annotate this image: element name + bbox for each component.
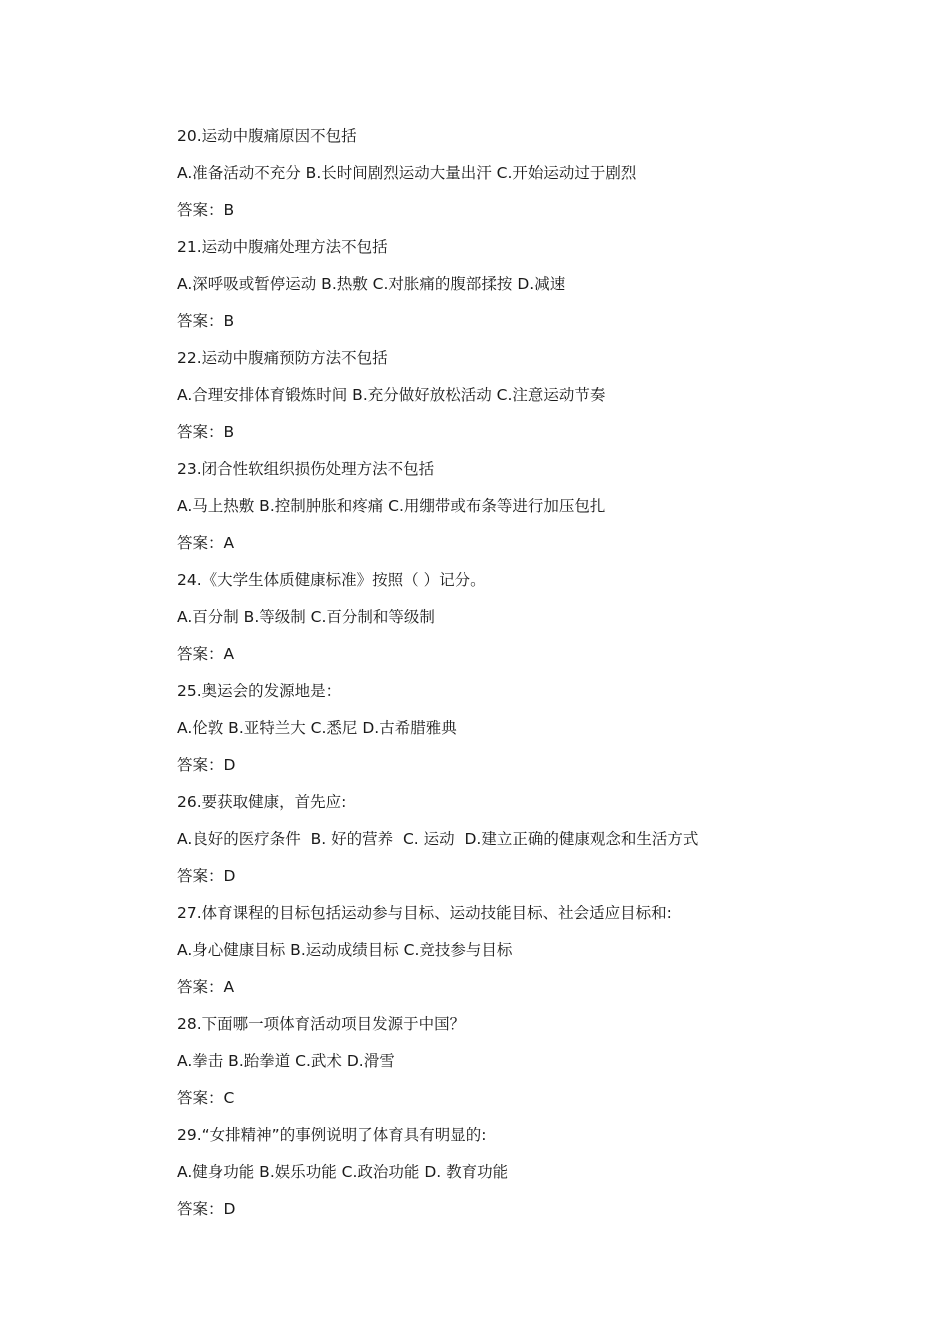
question-text: 23.闭合性软组织损伤处理方法不包括 [177, 460, 435, 478]
question-answer: 答案：D [177, 1200, 236, 1218]
question-answer: 答案：B [177, 423, 235, 441]
question-text: 29.“女排精神”的事例说明了体育具有明显的: [177, 1126, 487, 1144]
question-text: 24.《大学生体质健康标准》按照（ ）记分。 [177, 571, 486, 589]
question-answer: 答案：A [177, 534, 235, 552]
question-options: A.准备活动不充分 B.长时间剧烈运动大量出汗 C.开始运动过于剧烈 [177, 164, 637, 182]
question-block [177, 231, 877, 342]
question-answer: 答案：D [177, 867, 236, 885]
question-block [177, 1008, 877, 1119]
question-text: 27.体育课程的目标包括运动参与目标、运动技能目标、社会适应目标和: [177, 904, 672, 922]
question-answer: 答案：B [177, 312, 235, 330]
question-options: A.良好的医疗条件 B. 好的营养 C. 运动 D.建立正确的健康观念和生活方式 [177, 830, 699, 848]
question-text: 20.运动中腹痛原因不包括 [177, 127, 357, 145]
question-options: A.合理安排体育锻炼时间 B.充分做好放松活动 C.注意运动节奏 [177, 386, 606, 404]
question-block [177, 453, 877, 564]
question-block [177, 786, 877, 897]
question-block [177, 897, 877, 1008]
question-text: 22.运动中腹痛预防方法不包括 [177, 349, 388, 367]
question-options: A.身心健康目标 B.运动成绩目标 C.竞技参与目标 [177, 941, 513, 959]
question-block [177, 120, 877, 231]
question-text: 28.下面哪一项体育活动项目发源于中国？ [177, 1015, 466, 1033]
question-text: 21.运动中腹痛处理方法不包括 [177, 238, 388, 256]
question-block [177, 675, 877, 786]
question-answer: 答案：A [177, 645, 235, 663]
question-answer: 答案：A [177, 978, 235, 996]
question-block [177, 342, 877, 453]
question-answer: 答案：C [177, 1089, 235, 1107]
question-options: A.深呼吸或暂停运动 B.热敷 C.对胀痛的腹部揉按 D.减速 [177, 275, 566, 293]
question-options: A.伦敦 B.亚特兰大 C.悉尼 D.古希腊雅典 [177, 719, 457, 737]
question-block [177, 564, 877, 675]
question-options: A.拳击 B.跆拳道 C.武术 D.滑雪 [177, 1052, 395, 1070]
document-body [177, 120, 877, 1230]
question-options: A.健身功能 B.娱乐功能 C.政治功能 D. 教育功能 [177, 1163, 509, 1181]
question-answer: 答案：B [177, 201, 235, 219]
question-block [177, 1119, 877, 1230]
question-options: A.马上热敷 B.控制肿胀和疼痛 C.用绷带或布条等进行加压包扎 [177, 497, 606, 515]
question-answer: 答案：D [177, 756, 236, 774]
question-text: 25.奥运会的发源地是： [177, 682, 342, 700]
question-text: 26.要获取健康，首先应: [177, 793, 347, 811]
question-options: A.百分制 B.等级制 C.百分制和等级制 [177, 608, 435, 626]
